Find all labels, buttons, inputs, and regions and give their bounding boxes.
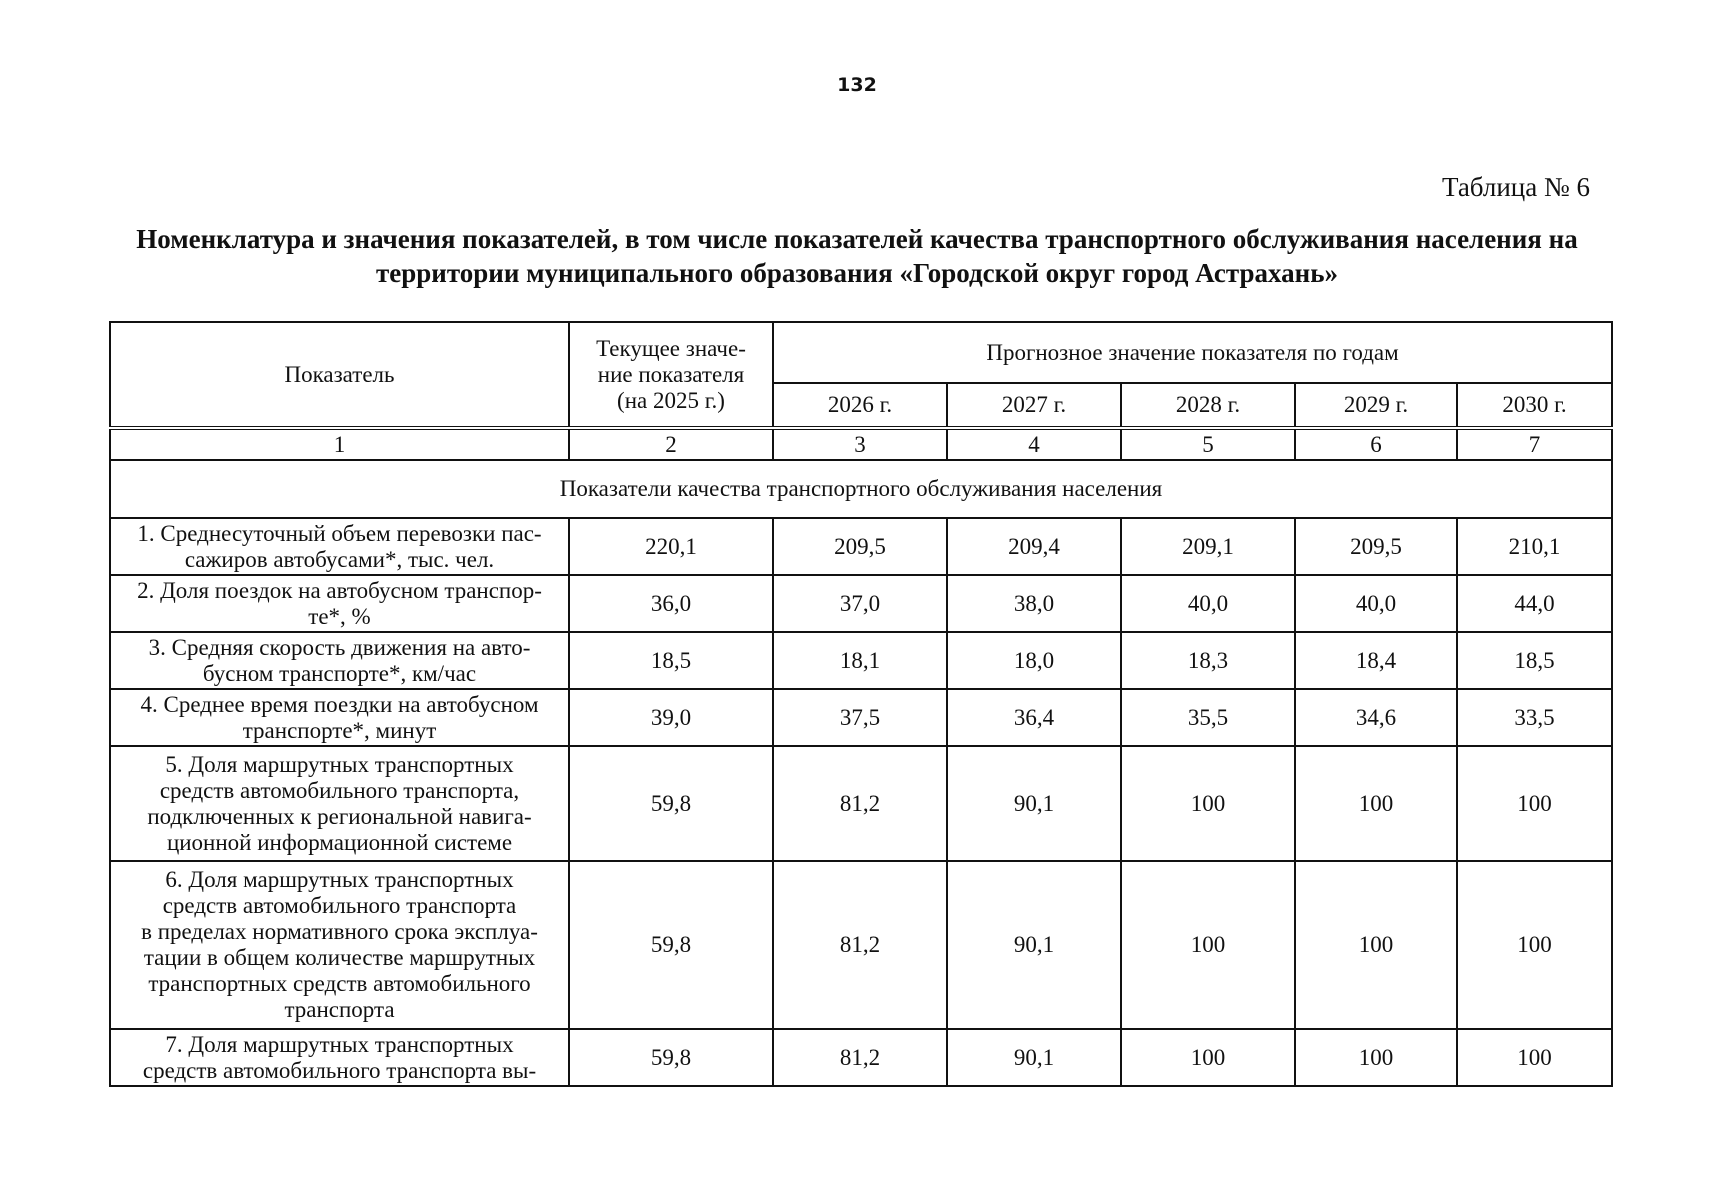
label-line: 5. Доля маршрутных транспортных	[165, 751, 514, 777]
label-line: ционной информационной системе	[166, 829, 513, 855]
value-cell: 35,5	[1121, 689, 1295, 746]
indicator-label	[110, 575, 569, 632]
value-cell: 59,8	[569, 1029, 773, 1086]
label-line: средств автомобильного транспорта,	[159, 777, 520, 803]
label-line: 6. Доля маршрутных транспортных	[165, 867, 514, 892]
value-cell: 100	[1121, 861, 1295, 1029]
table-row	[110, 518, 1612, 575]
value-cell: 210,1	[1457, 518, 1612, 575]
column-number: 7	[1457, 428, 1612, 460]
value-cell: 81,2	[773, 746, 947, 861]
column-numbers-row	[110, 428, 1612, 460]
value-cell: 220,1	[569, 518, 773, 575]
value-cell: 37,5	[773, 689, 947, 746]
value-cell: 81,2	[773, 1029, 947, 1086]
value-cell: 100	[1121, 746, 1295, 861]
header-forecast: Прогнозное значение показателя по годам	[773, 322, 1612, 383]
label-line: 2. Доля поездок на автобусном транспор-	[137, 577, 542, 603]
column-number: 3	[773, 428, 947, 460]
label-line: 7. Доля маршрутных транспортных	[165, 1031, 514, 1057]
header-current-line: Текущее значе-	[596, 335, 746, 361]
value-cell: 33,5	[1457, 689, 1612, 746]
indicator-label	[110, 861, 569, 1029]
document-title-line: территории муниципального образования «Городской округ город Астрахань»	[376, 258, 1338, 288]
value-cell: 209,1	[1121, 518, 1295, 575]
value-cell: 18,5	[569, 632, 773, 689]
value-cell: 100	[1457, 861, 1612, 1029]
value-cell: 100	[1295, 861, 1457, 1029]
value-cell: 209,5	[1295, 518, 1457, 575]
value-cell: 37,0	[773, 575, 947, 632]
value-cell: 34,6	[1295, 689, 1457, 746]
header-current-value	[569, 322, 773, 428]
label-line: 4. Среднее время поездки на автобусном	[140, 691, 539, 717]
value-cell: 209,5	[773, 518, 947, 575]
table-row	[110, 746, 1612, 861]
label-line: те*, %	[308, 603, 371, 629]
value-cell: 38,0	[947, 575, 1121, 632]
header-indicator: Показатель	[110, 322, 569, 428]
label-line: подключенных к региональной навига-	[147, 803, 532, 829]
value-cell: 36,4	[947, 689, 1121, 746]
value-cell: 18,0	[947, 632, 1121, 689]
value-cell: 100	[1295, 746, 1457, 861]
value-cell: 36,0	[569, 575, 773, 632]
header-current-line: ние показателя	[597, 361, 745, 387]
indicator-label	[110, 689, 569, 746]
document-title-line: Номенклатура и значения показателей, в том числе показателей качества транспортного обслуживания населения на	[136, 224, 1578, 254]
value-cell: 90,1	[947, 1029, 1121, 1086]
value-cell: 90,1	[947, 746, 1121, 861]
label-line: тации в общем количестве маршрутных	[143, 945, 536, 970]
header-row	[110, 322, 1612, 383]
value-cell: 40,0	[1121, 575, 1295, 632]
label-line: средств автомобильного транспорта вы-	[142, 1057, 537, 1083]
table-row	[110, 689, 1612, 746]
label-line: средств автомобильного транспорта	[162, 893, 517, 918]
table-label: Таблица № 6	[1442, 172, 1590, 202]
column-number: 6	[1295, 428, 1457, 460]
header-current-line: (на 2025 г.)	[617, 387, 725, 413]
label-line: транспорте*, минут	[242, 717, 437, 743]
indicators-table	[109, 321, 1613, 1087]
header-year: 2029 г.	[1295, 383, 1457, 428]
indicator-label	[110, 632, 569, 689]
document-title	[110, 222, 1604, 290]
value-cell: 18,4	[1295, 632, 1457, 689]
column-number: 5	[1121, 428, 1295, 460]
column-number: 4	[947, 428, 1121, 460]
table-row	[110, 632, 1612, 689]
indicator-label	[110, 1029, 569, 1086]
value-cell: 44,0	[1457, 575, 1612, 632]
value-cell: 81,2	[773, 861, 947, 1029]
value-cell: 18,5	[1457, 632, 1612, 689]
header-year: 2027 г.	[947, 383, 1121, 428]
header-year: 2030 г.	[1457, 383, 1612, 428]
page-number: 132	[837, 74, 877, 96]
label-line: 1. Среднесуточный объем перевозки пас-	[137, 520, 542, 546]
column-number: 1	[110, 428, 569, 460]
value-cell: 18,1	[773, 632, 947, 689]
header-year: 2028 г.	[1121, 383, 1295, 428]
indicator-label	[110, 518, 569, 575]
label-line: бусном транспорте*, км/час	[202, 660, 477, 686]
label-line: транспортных средств автомобильного	[148, 971, 531, 996]
value-cell: 100	[1295, 1029, 1457, 1086]
section-title: Показатели качества транспортного обслуживания населения	[110, 460, 1612, 518]
value-cell: 90,1	[947, 861, 1121, 1029]
value-cell: 100	[1457, 1029, 1612, 1086]
value-cell: 100	[1121, 1029, 1295, 1086]
value-cell: 209,4	[947, 518, 1121, 575]
value-cell: 39,0	[569, 689, 773, 746]
label-line: в пределах нормативного срока эксплуа-	[141, 919, 538, 944]
value-cell: 40,0	[1295, 575, 1457, 632]
table-row	[110, 861, 1612, 1029]
value-cell: 100	[1457, 746, 1612, 861]
value-cell: 59,8	[569, 861, 773, 1029]
label-line: 3. Средняя скорость движения на авто-	[148, 634, 531, 660]
indicator-label	[110, 746, 569, 861]
value-cell: 59,8	[569, 746, 773, 861]
section-row	[110, 460, 1612, 518]
table-row	[110, 575, 1612, 632]
column-number: 2	[569, 428, 773, 460]
value-cell: 18,3	[1121, 632, 1295, 689]
table-row	[110, 1029, 1612, 1086]
label-line: сажиров автобусами*, тыс. чел.	[184, 546, 495, 572]
label-line: транспорта	[284, 997, 395, 1022]
header-year: 2026 г.	[773, 383, 947, 428]
